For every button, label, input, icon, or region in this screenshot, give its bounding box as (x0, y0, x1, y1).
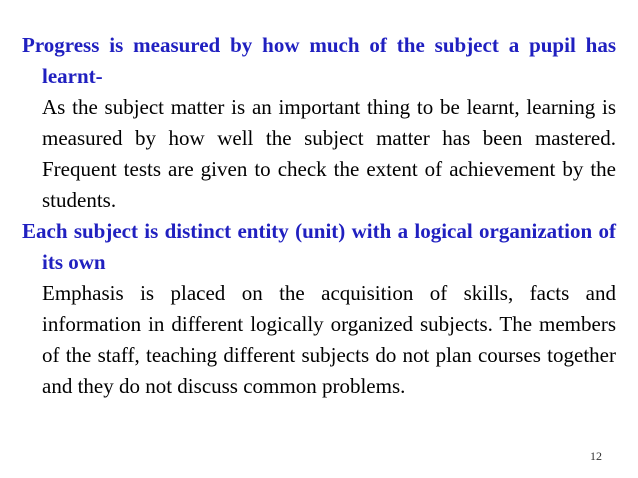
section-body-progress: As the subject matter is an important thing to be learnt, learning is measured by how well the subject matter has been mastered. Frequent tests are given to check the extent of achievement by the students. (42, 95, 616, 212)
section-heading-progress: Progress is measured by how much of the subject a pupil has learnt- (22, 33, 616, 88)
section-body-subject-entity: Emphasis is placed on the acquisition of skills, facts and information in different logically organized subjects. The members of the staff, teaching different subjects do not plan courses together and they do not discuss common problems. (42, 281, 616, 398)
section-heading-subject-entity: Each subject is distinct entity (unit) with a logical organization of its own (22, 219, 616, 274)
page-number: 12 (590, 449, 602, 463)
